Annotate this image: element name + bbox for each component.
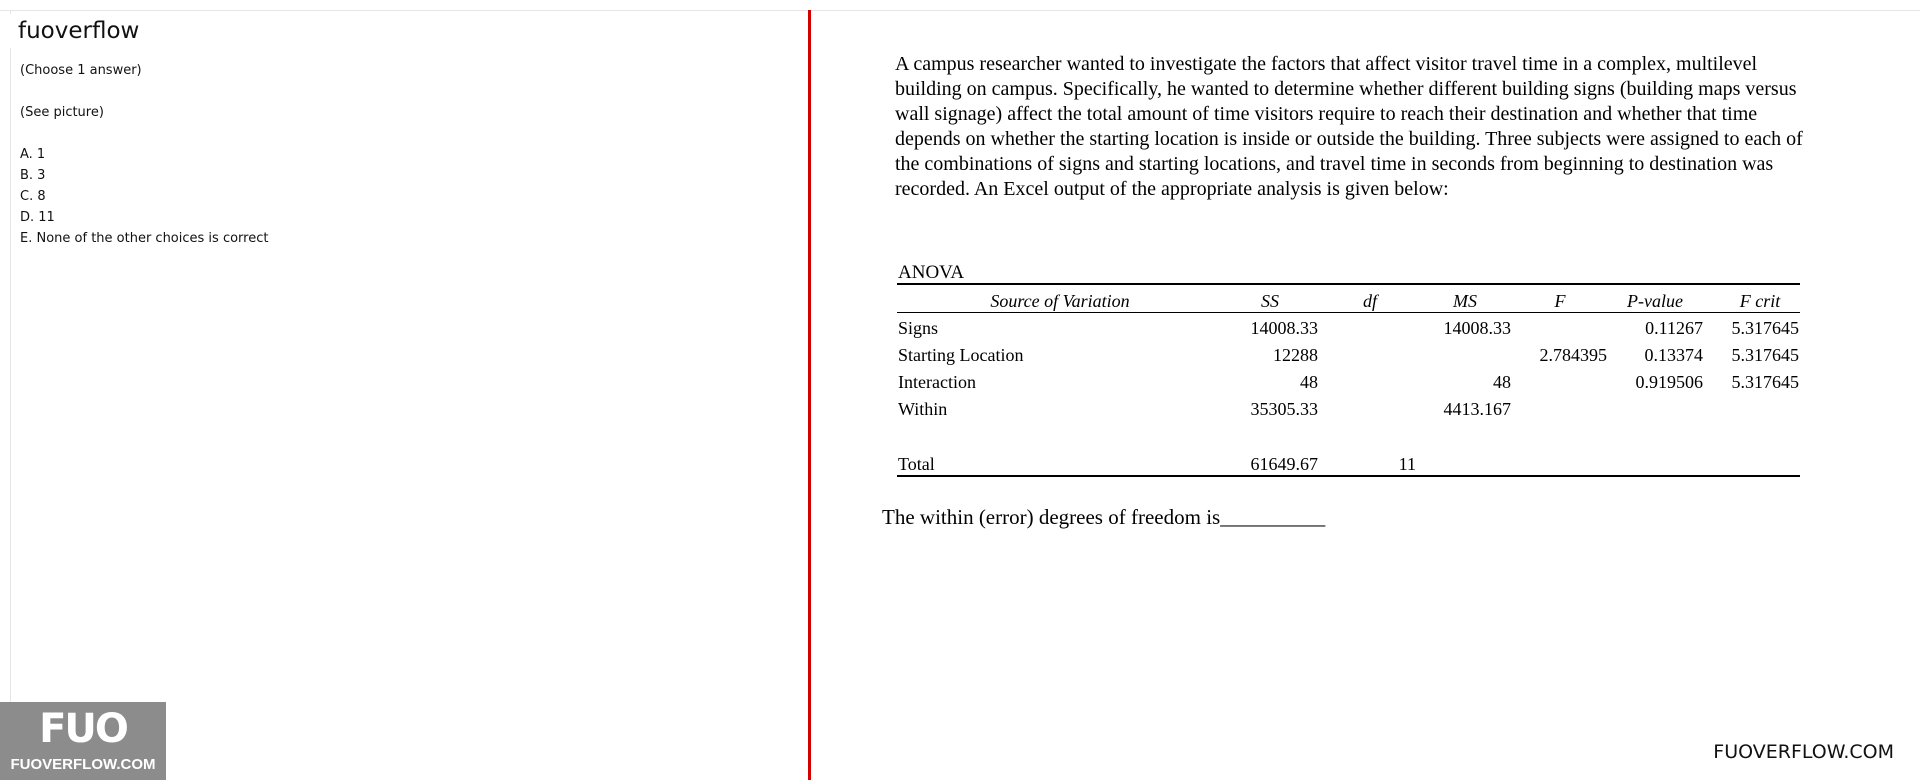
table-top-rule <box>897 283 1800 285</box>
header-ss: SS <box>1261 291 1279 311</box>
row-total-ss: 61649.67 <box>1250 454 1318 474</box>
row-starting-location-f-crit: 5.317645 <box>1731 345 1799 365</box>
watermark-text: FUOVERFLOW.COM <box>1713 741 1894 763</box>
top-border <box>0 10 1920 11</box>
row-starting-location-ss: 12288 <box>1273 345 1318 365</box>
header-f: F <box>1554 291 1566 311</box>
row-signs-ss: 14008.33 <box>1250 318 1318 338</box>
header-p-value: P-value <box>1627 291 1683 311</box>
row-interaction-p-value: 0.919506 <box>1635 372 1703 392</box>
brand-title: fuoverflow <box>0 14 157 48</box>
row-interaction-ss: 48 <box>1300 372 1318 392</box>
row-interaction-source: Interaction <box>898 372 976 392</box>
row-within-ss: 35305.33 <box>1250 399 1318 419</box>
panel-divider <box>808 10 811 780</box>
option-c: C. 8 <box>20 189 46 204</box>
row-signs-f-crit: 5.317645 <box>1731 318 1799 338</box>
see-picture-note: (See picture) <box>20 105 104 120</box>
option-e: E. None of the other choices is correct <box>20 231 269 246</box>
row-signs-source: Signs <box>898 318 939 338</box>
option-b: B. 3 <box>20 168 46 183</box>
question-text: A campus researcher wanted to investigate the factors that affect visitor travel time in a complex, multilevel building on campus. Specifically, he wanted to determine whether different building signs (building maps versus wall signage) affect the total amount of time visitors require to reach their destination and whether that time depends on whether the starting location is inside or outside the building. Three subjects were assigned to each of the combinations of signs and starting locations, and travel time in seconds from beginning to destination was recorded. An Excel output of the appropriate analysis is given below: <box>895 53 1803 200</box>
choose-instruction: (Choose 1 answer) <box>20 63 142 78</box>
table-header-rule <box>897 312 1800 313</box>
header-df: df <box>1362 291 1377 311</box>
fuoverflow-logo <box>0 702 166 780</box>
row-within-ms: 4413.167 <box>1443 399 1511 419</box>
row-starting-location-source: Starting Location <box>898 345 1024 365</box>
row-starting-location-p-value: 0.13374 <box>1644 345 1703 365</box>
row-interaction-f-crit: 5.317645 <box>1731 372 1799 392</box>
logo-text: FUOVERFLOW.COM <box>10 756 156 773</box>
row-signs-ms: 14008.33 <box>1443 318 1511 338</box>
row-interaction-ms: 48 <box>1493 372 1511 392</box>
left-border <box>10 10 11 780</box>
row-signs-p-value: 0.11267 <box>1645 318 1703 338</box>
option-d: D. 11 <box>20 210 55 225</box>
header-source: Source of Variation <box>990 291 1130 311</box>
row-within-source: Within <box>898 399 948 419</box>
fill-in-blank-prompt: The within (error) degrees of freedom is__________ <box>882 505 1326 529</box>
table-bottom-rule <box>897 475 1800 477</box>
option-a: A. 1 <box>20 147 46 162</box>
logo-mark: FUO <box>39 706 127 752</box>
header-f-crit: F crit <box>1739 291 1781 311</box>
row-starting-location-f: 2.784395 <box>1539 345 1607 365</box>
row-total-source: Total <box>898 454 935 474</box>
anova-title: ANOVA <box>898 262 965 283</box>
row-total-df: 11 <box>1398 454 1416 474</box>
header-ms: MS <box>1453 291 1477 311</box>
